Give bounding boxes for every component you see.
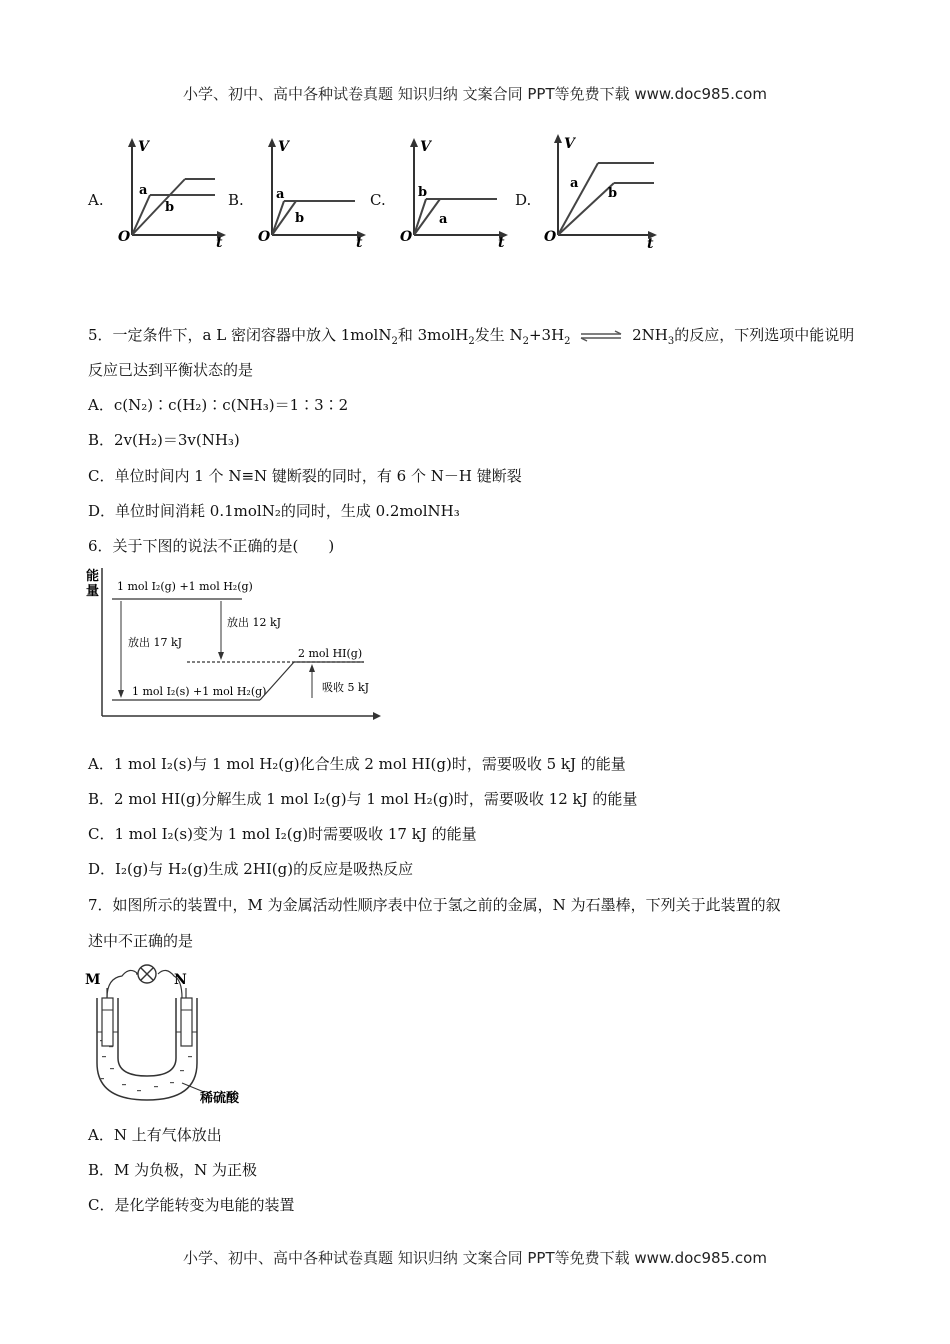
- page-footer: 小学、初中、高中各种试卷真题 知识归纳 文案合同 PPT等免费下载 www.doc985.com: [183, 1249, 767, 1267]
- q7-option-b: B．M 为负极，N 为正极: [88, 1161, 258, 1179]
- q4-graph-b: [250, 135, 370, 250]
- q4-b-axis-v: V: [278, 139, 289, 155]
- q4-d-axis-v: V: [564, 136, 575, 152]
- q6-option-d: D．I₂(g)与 H₂(g)生成 2HI(g)的反应是吸热反应: [88, 860, 414, 878]
- q7-option-c: C．是化学能转变为电能的装置: [88, 1196, 295, 1214]
- q4-c-label-1: b: [418, 185, 428, 200]
- q7-option-a: A．N 上有气体放出: [88, 1126, 222, 1144]
- q4-graph-c: [392, 135, 512, 250]
- q5-option-b: B．2v(H₂)＝3v(NH₃): [88, 431, 240, 449]
- q4-a-label-1: a: [139, 183, 148, 198]
- q6-option-b: B．2 mol HI(g)分解生成 1 mol I₂(g)与 1 mol H₂(g)时，需要吸收 12 kJ 的能量: [88, 790, 638, 808]
- q4-d-label-2: b: [608, 186, 618, 201]
- q7-stem-line1: 7．如图所示的装置中，M 为金属活动性顺序表中位于氢之前的金属，N 为石墨棒，下列关于此装置的叙: [88, 896, 781, 914]
- q4-c-axis-v: V: [420, 139, 431, 155]
- q6-y-label-2: 量: [86, 584, 100, 599]
- q7-galvanic-cell-diagram: [82, 958, 252, 1108]
- q4-a-axis-t: t: [216, 235, 223, 250]
- q6-bottom-level: 1 mol I₂(s) +1 mol H₂(g): [132, 685, 267, 698]
- q6-y-label-1: 能: [86, 569, 100, 584]
- page-header: 小学、初中、高中各种试卷真题 知识归纳 文案合同 PPT等免费下载 www.doc985.com: [183, 85, 767, 103]
- q4-d-label-1: a: [570, 176, 579, 191]
- q6-release-12: 放出 12 kJ: [227, 616, 282, 629]
- q4-option-b-label: B.: [228, 191, 244, 209]
- q4-d-origin: O: [544, 229, 557, 245]
- q4-a-label-2: b: [165, 200, 175, 215]
- q4-graph-d: [536, 130, 666, 250]
- q5-option-d: D．单位时间消耗 0.1molN₂的同时，生成 0.2molNH₃: [88, 502, 460, 520]
- q5-option-c: C．单位时间内 1 个 N≡N 键断裂的同时，有 6 个 N－H 键断裂: [88, 467, 522, 485]
- q7-label-n: N: [174, 972, 187, 988]
- q4-graph-a: [110, 135, 230, 250]
- reversible-arrow-icon: [579, 330, 623, 342]
- q4-d-axis-t: t: [647, 236, 654, 250]
- q6-option-a: A．1 mol I₂(s)与 1 mol H₂(g)化合生成 2 mol HI(g)时，需要吸收 5 kJ 的能量: [88, 755, 626, 773]
- q6-mid-level: 2 mol HI(g): [298, 647, 363, 660]
- q4-a-axis-v: V: [138, 139, 149, 155]
- q4-c-origin: O: [400, 229, 413, 245]
- q4-c-label-2: a: [439, 212, 448, 227]
- q5-stem-line2: 反应已达到平衡状态的是: [88, 361, 254, 379]
- q6-top-level: 1 mol I₂(g) +1 mol H₂(g): [117, 580, 253, 593]
- q4-b-origin: O: [258, 229, 271, 245]
- q6-energy-diagram: [82, 566, 382, 722]
- q6-option-c: C．1 mol I₂(s)变为 1 mol I₂(g)时需要吸收 17 kJ 的能量: [88, 825, 477, 843]
- q6-stem: 6．关于下图的说法不正确的是( ): [88, 537, 335, 555]
- q4-option-c-label: C.: [370, 191, 386, 209]
- q7-label-acid: 稀硫酸: [200, 1091, 240, 1106]
- q6-absorb-5: 吸收 5 kJ: [322, 681, 370, 694]
- q4-c-axis-t: t: [498, 235, 505, 250]
- q6-release-17: 放出 17 kJ: [128, 636, 183, 649]
- q4-b-axis-t: t: [356, 235, 363, 250]
- q4-b-label-1: a: [276, 187, 285, 202]
- q5-stem-line1: 5．一定条件下，a L 密闭容器中放入 1molN$_2$和 3molH$_2$发生 $N_2+3H_2$ $2NH_3$的反应，下列选项中能说明: [88, 326, 855, 347]
- q4-option-d-label: D.: [515, 191, 532, 209]
- q5-option-a: A．c(N₂)∶c(H₂)∶c(NH₃)＝1∶3∶2: [88, 396, 349, 414]
- q4-option-a-label: A.: [88, 191, 104, 209]
- q7-label-m: M: [85, 972, 101, 988]
- q4-b-label-2: b: [295, 211, 305, 226]
- q7-stem-line2: 述中不正确的是: [88, 932, 194, 950]
- q4-a-origin: O: [118, 229, 131, 245]
